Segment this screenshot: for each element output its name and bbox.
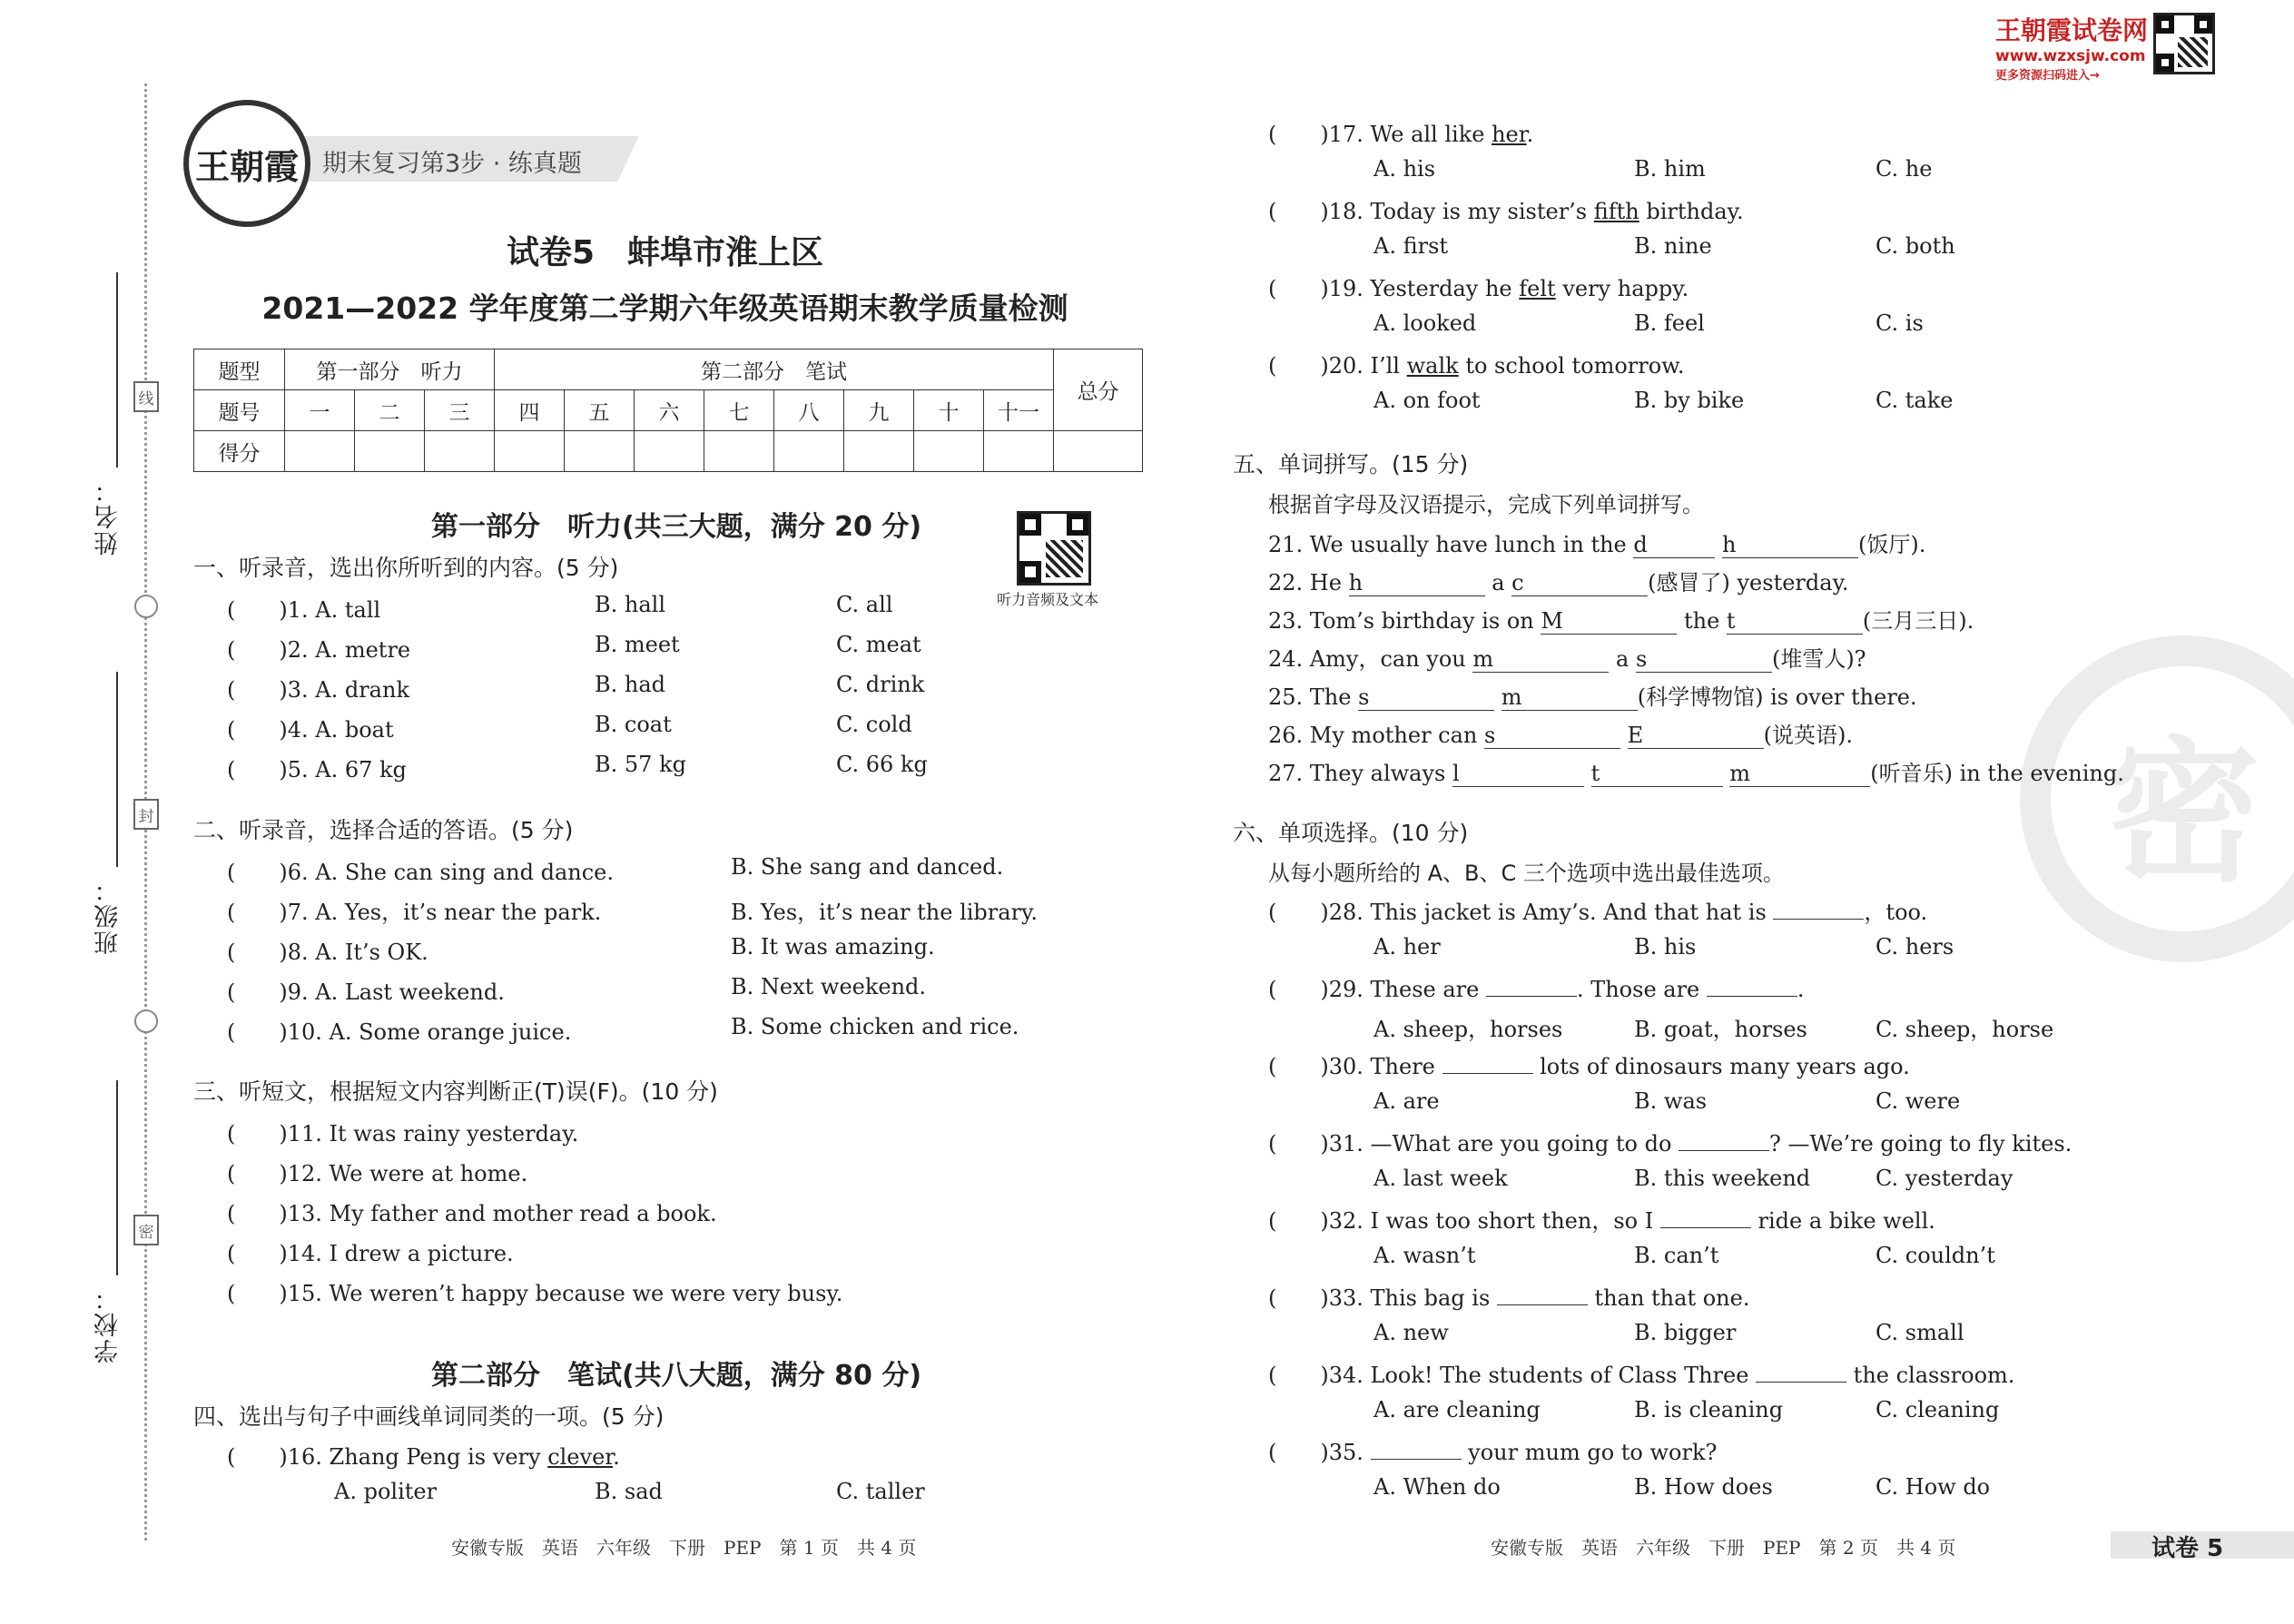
seal-mark-seal: 封 bbox=[133, 799, 159, 830]
option-b: B. feel bbox=[1634, 310, 1705, 336]
option-a: A. looked bbox=[1373, 310, 1477, 336]
answer-blank[interactable] bbox=[1707, 996, 1797, 997]
option-b: B. 57 kg bbox=[595, 752, 686, 777]
option-c: C. cleaning bbox=[1876, 1397, 2000, 1422]
option-b: B. hall bbox=[595, 592, 666, 617]
table-header-cell: 第二部分 笔试 bbox=[495, 349, 1054, 390]
score-input-cell[interactable] bbox=[355, 431, 425, 472]
table-cell: 题号 bbox=[194, 390, 285, 431]
question-2: ( )2. A. metre bbox=[227, 637, 411, 663]
table-header-cell: 题型 bbox=[194, 349, 285, 390]
question-31: ( )31. —What are you going to do ? —We’re going to fly kites. bbox=[1268, 1131, 2072, 1156]
table-cell: 一 bbox=[285, 390, 355, 431]
question-14: ( )14. I drew a picture. bbox=[227, 1241, 514, 1266]
underlined-word: walk bbox=[1406, 353, 1459, 379]
option-b: B. by bike bbox=[1634, 388, 1745, 413]
score-input-cell[interactable] bbox=[914, 431, 984, 472]
option-b: B. had bbox=[595, 672, 666, 697]
option-c: C. taller bbox=[836, 1479, 925, 1504]
question-34: ( )34. Look! The students of Class Three the classroom. bbox=[1268, 1363, 2015, 1388]
binding-hole bbox=[134, 595, 158, 618]
answer-blank[interactable]: c bbox=[1511, 570, 1648, 596]
answer-blank[interactable] bbox=[1371, 1459, 1462, 1460]
underlined-word: clever bbox=[547, 1444, 614, 1470]
answer-blank[interactable] bbox=[1773, 919, 1864, 920]
answer-blank[interactable]: h bbox=[1349, 570, 1485, 596]
question-12: ( )12. We were at home. bbox=[227, 1161, 528, 1186]
question-20: ( )20. I’ll walk to school tomorrow. bbox=[1268, 353, 1685, 379]
question-22: 22. He h a c (感冒了) yesterday. bbox=[1268, 570, 1849, 595]
answer-blank[interactable]: d bbox=[1633, 532, 1715, 558]
exam-title: 试卷5 蚌埠市淮上区 bbox=[506, 234, 824, 271]
qr-caption: 听力音频及文本 bbox=[997, 591, 1099, 608]
score-table bbox=[193, 349, 1143, 472]
footer-right: 安徽专版 英语 六年级 下册 PEP 第 2 页 共 4 页 bbox=[1491, 1537, 1956, 1559]
option-a: A. sheep，horses bbox=[1373, 1017, 1563, 1042]
table-header-cell: 第一部分 听力 bbox=[285, 349, 495, 390]
option-b: B. Next weekend. bbox=[731, 974, 927, 999]
question-30: ( )30. There lots of dinosaurs many years ago. bbox=[1268, 1054, 1910, 1079]
score-input-cell[interactable] bbox=[774, 431, 844, 472]
question-16: ( )16. Zhang Peng is very clever. bbox=[227, 1444, 620, 1470]
option-c: C. sheep，horse bbox=[1876, 1017, 2054, 1042]
question-3: ( )3. A. drank bbox=[227, 677, 409, 703]
brand-url[interactable]: www.wzxsjw.com bbox=[1995, 47, 2146, 65]
option-b: B. can’t bbox=[1634, 1243, 1719, 1268]
option-c: C. yesterday bbox=[1876, 1166, 2013, 1191]
question-15: ( )15. We weren’t happy because we were very busy. bbox=[227, 1281, 843, 1306]
answer-blank[interactable]: l bbox=[1452, 761, 1584, 787]
question-27: 27. They always l t m (听音乐) in the evening. bbox=[1268, 761, 2124, 786]
footer-left: 安徽专版 英语 六年级 下册 PEP 第 1 页 共 4 页 bbox=[451, 1537, 917, 1559]
score-input-cell[interactable] bbox=[844, 431, 914, 472]
question-6: ( )6. A. She can sing and dance. bbox=[227, 860, 615, 885]
section6-title: 六、单项选择。(10 分) bbox=[1233, 820, 1469, 846]
question-7: ( )7. A. Yes，it’s near the park. bbox=[227, 900, 602, 925]
question-5: ( )5. A. 67 kg bbox=[227, 757, 407, 782]
part2-title: 第二部分 笔试(共八大题，满分 80 分) bbox=[431, 1360, 922, 1392]
option-a: A. wasn’t bbox=[1373, 1243, 1476, 1268]
option-c: C. small bbox=[1876, 1320, 1964, 1345]
question-29: ( )29. These are . Those are . bbox=[1268, 977, 1805, 1002]
audio-qr-code-icon[interactable] bbox=[1017, 511, 1091, 586]
binding-hole bbox=[134, 1009, 158, 1033]
question-26: 26. My mother can s E (说英语). bbox=[1268, 723, 1854, 748]
section1-title: 一、听录音，选出你所听到的内容。(5 分) bbox=[193, 555, 619, 581]
brand-block bbox=[1995, 11, 2148, 83]
question-9: ( )9. A. Last weekend. bbox=[227, 979, 505, 1005]
brand-qr-code-icon[interactable] bbox=[2153, 13, 2215, 74]
table-cell: 六 bbox=[635, 390, 704, 431]
option-c: C. is bbox=[1876, 310, 1924, 336]
question-19: ( )19. Yesterday he felt very happy. bbox=[1268, 276, 1689, 301]
brand-tagline: 更多资源扫码进入→ bbox=[1995, 69, 2100, 83]
option-b: B. How does bbox=[1634, 1474, 1773, 1500]
score-input-cell[interactable] bbox=[565, 431, 635, 472]
table-cell: 得分 bbox=[194, 431, 285, 472]
option-a: A. When do bbox=[1373, 1474, 1501, 1500]
option-a: A. his bbox=[1373, 156, 1436, 182]
option-a: A. last week bbox=[1373, 1166, 1508, 1191]
option-c: C. meat bbox=[836, 632, 921, 657]
question-13: ( )13. My father and mother read a book. bbox=[227, 1201, 717, 1226]
question-10: ( )10. A. Some orange juice. bbox=[227, 1019, 572, 1045]
exam-subtitle: 2021—2022 学年度第二学期六年级英语期末教学质量检测 bbox=[261, 290, 1068, 326]
table-cell: 十一 bbox=[984, 390, 1054, 431]
table-cell: 五 bbox=[565, 390, 635, 431]
watermark-stamp: 密 bbox=[2020, 635, 2294, 962]
option-a: A. her bbox=[1373, 934, 1441, 960]
table-cell: 三 bbox=[425, 390, 495, 431]
section5-instructions: 根据首字母及汉语提示，完成下列单词拼写。 bbox=[1268, 492, 1704, 517]
option-c: C. 66 kg bbox=[836, 752, 928, 777]
school-field-line[interactable] bbox=[116, 1080, 118, 1275]
answer-blank[interactable] bbox=[1486, 996, 1577, 997]
answer-blank[interactable]: M bbox=[1541, 608, 1677, 635]
question-4: ( )4. A. boat bbox=[227, 717, 394, 743]
section4-title: 四、选出与句子中画线单词同类的一项。(5 分) bbox=[193, 1403, 665, 1430]
answer-blank[interactable]: m bbox=[1501, 684, 1638, 711]
option-b: B. She sang and danced. bbox=[731, 854, 1004, 880]
option-a: A. first bbox=[1373, 233, 1449, 259]
brand-name: 王朝霞试卷网 bbox=[1995, 15, 2149, 45]
section3-title: 三、听短文，根据短文内容判断正(T)误(F)。(10 分) bbox=[193, 1078, 718, 1105]
question-1: ( )1. A. tall bbox=[227, 597, 381, 623]
answer-blank[interactable]: s bbox=[1636, 646, 1772, 673]
question-35: ( )35. your mum go to work? bbox=[1268, 1440, 1718, 1465]
answer-blank[interactable]: t bbox=[1591, 761, 1723, 787]
table-cell: 七 bbox=[704, 390, 774, 431]
answer-blank[interactable]: m bbox=[1729, 761, 1870, 787]
section2-title: 二、听录音，选择合适的答语。(5 分) bbox=[193, 817, 574, 843]
name-label: 姓名： bbox=[94, 477, 123, 556]
underlined-word: her bbox=[1492, 122, 1527, 147]
question-32: ( )32. I was too short then，so I ride a bike well. bbox=[1268, 1208, 1935, 1234]
option-b: B. his bbox=[1634, 934, 1697, 960]
question-23: 23. Tom’s birthday is on M the t (三月三日). bbox=[1268, 608, 1974, 634]
paper-tag: 试卷 5 bbox=[2151, 1535, 2224, 1562]
score-input-cell[interactable] bbox=[635, 431, 704, 472]
answer-blank[interactable]: m bbox=[1472, 646, 1609, 673]
option-b: B. this weekend bbox=[1634, 1166, 1811, 1191]
question-24: 24. Amy，can you m a s (堆雪人)? bbox=[1268, 646, 1866, 672]
option-c: C. hers bbox=[1876, 934, 1954, 960]
underlined-word: felt bbox=[1519, 276, 1556, 301]
question-28: ( )28. This jacket is Amy’s. And that hat is ，too. bbox=[1268, 900, 1928, 925]
answer-blank[interactable]: E bbox=[1628, 723, 1764, 749]
option-b: B. Some chicken and rice. bbox=[731, 1014, 1019, 1039]
option-c: C. How do bbox=[1876, 1474, 1991, 1500]
school-label: 学校： bbox=[94, 1284, 123, 1363]
option-c: C. drink bbox=[836, 672, 925, 697]
question-11: ( )11. It was rainy yesterday. bbox=[227, 1121, 579, 1147]
score-input-cell[interactable] bbox=[704, 431, 774, 472]
option-c: C. couldn’t bbox=[1876, 1243, 1995, 1268]
option-a: A. on foot bbox=[1373, 388, 1481, 413]
answer-blank[interactable]: t bbox=[1727, 608, 1863, 635]
score-input-cell[interactable] bbox=[425, 431, 495, 472]
option-b: B. was bbox=[1634, 1088, 1708, 1114]
answer-blank[interactable]: h bbox=[1722, 532, 1858, 558]
score-input-cell[interactable] bbox=[285, 431, 355, 472]
option-b: B. sad bbox=[595, 1479, 663, 1504]
answer-blank[interactable] bbox=[1679, 1150, 1769, 1151]
option-c: C. both bbox=[1876, 233, 1955, 259]
answer-blank[interactable] bbox=[1442, 1073, 1533, 1074]
answer-blank[interactable]: s bbox=[1484, 723, 1620, 749]
question-18: ( )18. Today is my sister’s fifth birthday. bbox=[1268, 199, 1744, 224]
option-b: B. is cleaning bbox=[1634, 1397, 1784, 1422]
banner-text: 期末复习第3步 · 练真题 bbox=[322, 150, 582, 178]
answer-blank[interactable]: s bbox=[1358, 684, 1494, 711]
option-c: C. were bbox=[1876, 1088, 1961, 1114]
option-b: B. Yes，it’s near the library. bbox=[731, 900, 1039, 925]
option-b: B. meet bbox=[595, 632, 680, 657]
option-c: C. all bbox=[836, 592, 893, 617]
score-input-cell[interactable] bbox=[984, 431, 1054, 472]
seal-mark-line: 线 bbox=[133, 381, 159, 412]
table-cell: 九 bbox=[844, 390, 914, 431]
question-25: 25. The s m (科学博物馆) is over there. bbox=[1268, 684, 1917, 710]
option-b: B. nine bbox=[1634, 233, 1712, 259]
score-input-cell[interactable] bbox=[1054, 431, 1143, 472]
option-b: B. bigger bbox=[1634, 1320, 1737, 1345]
question-8: ( )8. A. It’s OK. bbox=[227, 940, 428, 965]
question-21: 21. We usually have lunch in the d h (饭厅). bbox=[1268, 532, 1926, 557]
option-a: A. are bbox=[1373, 1088, 1440, 1114]
class-label: 班级： bbox=[94, 876, 123, 955]
option-c: C. take bbox=[1876, 388, 1954, 413]
option-b: B. goat，horses bbox=[1634, 1017, 1807, 1042]
option-b: B. coat bbox=[595, 712, 672, 737]
table-header-cell: 总分 bbox=[1054, 349, 1143, 431]
publisher-logo: 王朝霞 bbox=[183, 100, 310, 227]
question-33: ( )33. This bag is than that one. bbox=[1268, 1285, 1750, 1311]
underlined-word: fifth bbox=[1593, 199, 1639, 224]
section5-title: 五、单词拼写。(15 分) bbox=[1233, 451, 1469, 477]
option-b: B. him bbox=[1634, 156, 1706, 182]
answer-blank[interactable] bbox=[1660, 1227, 1751, 1228]
class-field-line[interactable] bbox=[116, 672, 118, 867]
table-cell: 十 bbox=[914, 390, 984, 431]
table-cell: 四 bbox=[495, 390, 565, 431]
option-a: A. new bbox=[1373, 1320, 1449, 1345]
option-c: C. cold bbox=[836, 712, 912, 737]
option-c: C. he bbox=[1876, 156, 1933, 182]
part1-title: 第一部分 听力(共三大题，满分 20 分) bbox=[431, 511, 922, 543]
table-cell: 八 bbox=[774, 390, 844, 431]
option-b: B. It was amazing. bbox=[731, 934, 935, 960]
answer-blank[interactable] bbox=[1497, 1304, 1588, 1305]
section6-instructions: 从每小题所给的 A、B、C 三个选项中选出最佳选项。 bbox=[1268, 861, 1785, 886]
option-a: A. politer bbox=[334, 1479, 438, 1504]
option-a: A. are cleaning bbox=[1373, 1397, 1541, 1422]
question-17: ( )17. We all like her. bbox=[1268, 122, 1534, 147]
seal-mark-secret: 密 bbox=[133, 1215, 159, 1245]
table-cell: 二 bbox=[355, 390, 425, 431]
answer-blank[interactable] bbox=[1756, 1382, 1846, 1383]
score-input-cell[interactable] bbox=[495, 431, 565, 472]
